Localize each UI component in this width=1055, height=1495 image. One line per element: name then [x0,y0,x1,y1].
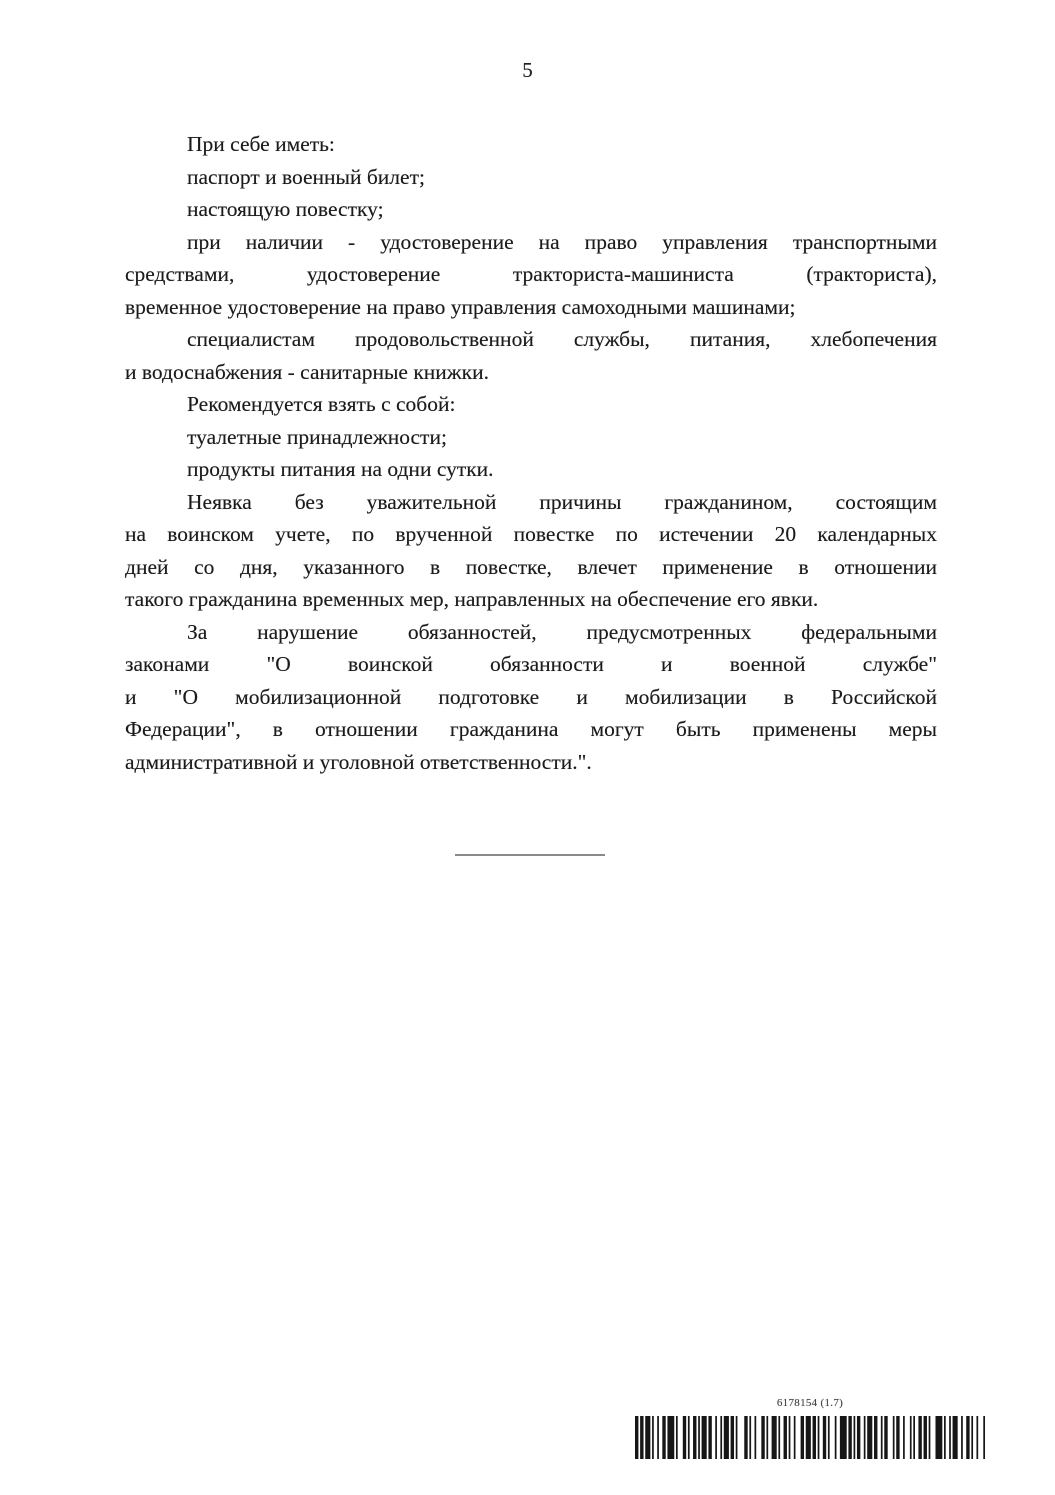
barcode-block [635,1397,985,1459]
body-line: законами "О воинской обязанности и военной службе" [125,652,937,676]
body-line: При себе иметь: [187,132,335,156]
body-line: средствами, удостоверение тракториста-машиниста (тракториста), [125,262,937,286]
body-line: Федерации", в отношении гражданина могут быть применены меры [125,717,937,741]
document-body [125,128,937,778]
body-line: при наличии - удостоверение на право управления транспортными [187,229,937,254]
body-line: такого гражданина временных мер, направленных на обеспечение его явки. [125,587,819,611]
body-line: продукты питания на одни сутки. [187,457,494,481]
body-line: специалистам продовольственной службы, питания, хлебопечения [187,327,937,351]
body-line: туалетные принадлежности; [187,424,447,449]
body-line: временное удостоверение на право управления самоходными машинами; [125,294,796,319]
body-line: на воинском учете, по врученной повестке по истечении 20 календарных [125,522,937,546]
body-line: и "О мобилизационной подготовке и мобилизации в Российской [125,684,937,709]
signature-divider [455,854,605,856]
body-line: настоящую повестку; [187,197,384,221]
body-line: административной и уголовной ответственности.". [125,749,592,774]
body-line: Неявка без уважительной причины гражданином, состоящим [187,489,937,514]
page-number: 5 [522,58,533,82]
body-line: Рекомендуется взять с собой: [187,392,456,416]
body-line: За нарушение обязанностей, предусмотренных федеральными [187,619,937,644]
body-line: и водоснабжения - санитарные книжки. [125,359,489,384]
body-line: дней со дня, указанного в повестке, влечет применение в отношении [125,554,937,579]
body-line: паспорт и военный билет; [187,164,425,189]
barcode [635,1416,985,1459]
barcode-caption: 6178154 (1.7) [776,1397,844,1409]
